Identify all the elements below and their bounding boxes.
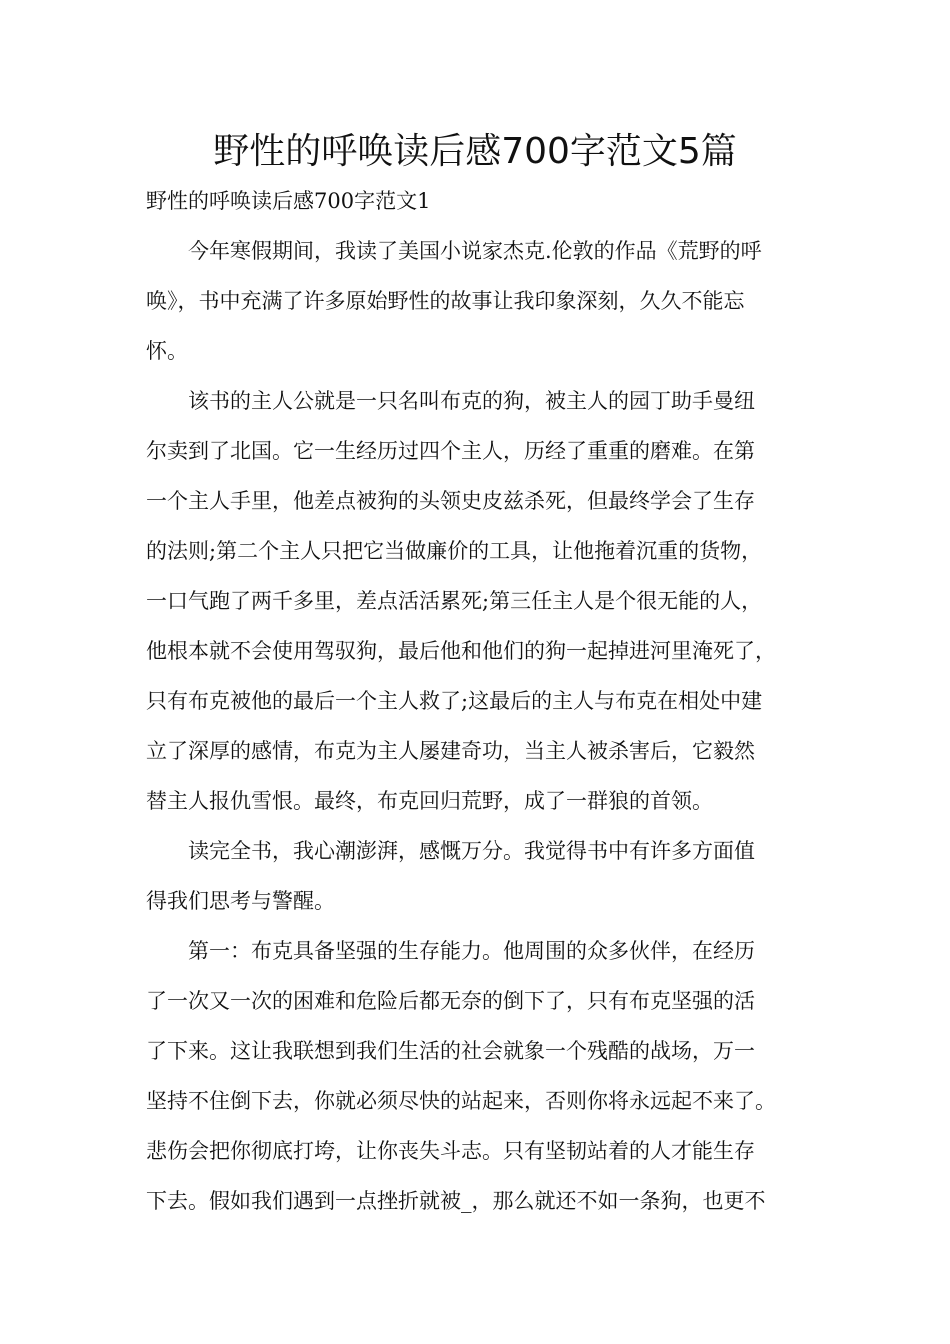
text-line-5: 尔卖到了北国。它一生经历过四个主人，历经了重重的磨难。在第 xyxy=(146,439,755,463)
text-line-14: 得我们思考与警醒。 xyxy=(146,889,335,913)
text-line-8: 一口气跑了两千多里，差点活活累死;第三任主人是个很无能的人， xyxy=(146,589,763,613)
text-line-18: 坚持不住倒下去，你就必须尽快的站起来，否则你将永远起不来了。 xyxy=(146,1089,776,1113)
text-line-7: 的法则;第二个主人只把它当做廉价的工具，让他拖着沉重的货物， xyxy=(146,539,763,563)
text-line-12: 替主人报仇雪恨。最终，布克回归荒野，成了一群狼的首领。 xyxy=(146,789,713,813)
text-line-20: 下去。假如我们遇到一点挫折就被_，那么就还不如一条狗，也更不 xyxy=(146,1189,766,1213)
text-line-1: 今年寒假期间，我读了美国小说家杰克.伦敦的作品《荒野的呼 xyxy=(146,239,762,263)
text-line-4: 该书的主人公就是一只名叫布克的狗，被主人的园丁助手曼纽 xyxy=(146,389,755,413)
text-line-13: 读完全书，我心潮澎湃，感慨万分。我觉得书中有许多方面值 xyxy=(146,839,755,863)
document-title: 野性的呼唤读后感700字范文5篇 xyxy=(213,131,737,172)
text-line-15: 第一：布克具备坚强的生存能力。他周围的众多伙伴，在经历 xyxy=(146,939,755,963)
text-line-11: 立了深厚的感情，布克为主人屡建奇功，当主人被杀害后，它毅然 xyxy=(146,739,755,763)
text-line-9: 他根本就不会使用驾驭狗，最后他和他们的狗一起掉进河里淹死了， xyxy=(146,639,776,663)
text-line-16: 了一次又一次的困难和危险后都无奈的倒下了，只有布克坚强的活 xyxy=(146,989,755,1013)
text-line-19: 悲伤会把你彻底打垮，让你丧失斗志。只有坚韧站着的人才能生存 xyxy=(146,1139,755,1163)
text-line-10: 只有布克被他的最后一个主人救了;这最后的主人与布克在相处中建 xyxy=(146,689,763,713)
section-heading: 野性的呼唤读后感700字范文1 xyxy=(146,189,431,213)
text-line-17: 了下来。这让我联想到我们生活的社会就象一个残酷的战场，万一 xyxy=(146,1039,755,1063)
text-line-3: 怀。 xyxy=(146,339,188,363)
text-line-2: 唤》，书中充满了许多原始野性的故事让我印象深刻，久久不能忘 xyxy=(146,289,745,313)
text-line-6: 一个主人手里，他差点被狗的头领史皮兹杀死，但最终学会了生存 xyxy=(146,489,755,513)
